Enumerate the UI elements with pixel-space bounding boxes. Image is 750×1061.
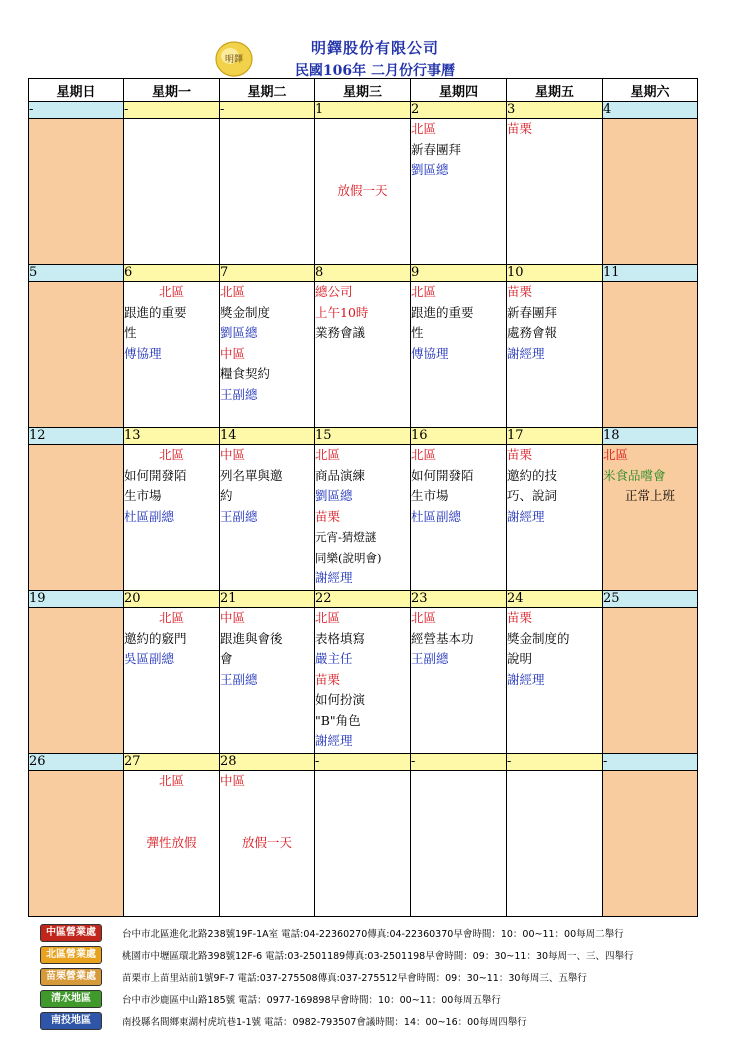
day-cell — [29, 119, 124, 265]
event-line: 北區 — [315, 610, 341, 625]
branch-badge: 清水地區 — [40, 990, 102, 1008]
branch-row — [40, 922, 740, 944]
event-line: 經營基本功 — [411, 630, 474, 646]
event-line: 邀約的技 — [507, 467, 558, 483]
event-line: 業務會議 — [315, 325, 366, 340]
date-number-row — [29, 102, 698, 119]
event-line: 北區 — [158, 610, 184, 625]
event-line: 同樂(說明會) — [315, 550, 382, 565]
event-line: 正常上班 — [624, 488, 675, 503]
event-line: 北區 — [411, 121, 437, 136]
event-line — [315, 160, 410, 181]
date-number: 8 — [315, 265, 411, 282]
date-number: - — [220, 102, 315, 119]
event-line: 巧、說詞 — [507, 488, 558, 503]
event-line: 獎金制度 — [220, 304, 271, 320]
company-name: 明鐸股份有限公司 — [310, 39, 439, 57]
events-row — [29, 771, 698, 917]
event-line: 王副總 — [411, 651, 449, 666]
event-line: 中區 — [220, 610, 246, 625]
event-line: 苗栗 — [315, 508, 341, 524]
day-cell — [603, 119, 698, 265]
day-cell — [220, 445, 315, 591]
event-line: 北區 — [158, 284, 184, 299]
weekday-wed: 星期三 — [315, 79, 411, 102]
date-number: 1 — [315, 102, 411, 119]
event-line: 總公司 — [315, 284, 353, 299]
event-line: 上午10時 — [315, 304, 369, 320]
date-number: 6 — [124, 265, 220, 282]
weekday-thu: 星期四 — [411, 79, 507, 102]
date-number: 4 — [603, 102, 698, 119]
event-line: 苗栗 — [507, 121, 533, 136]
date-number: 14 — [220, 428, 315, 445]
day-cell — [220, 771, 315, 917]
event-line: 苗栗 — [315, 671, 341, 687]
date-number: 21 — [220, 591, 315, 608]
date-number: 24 — [507, 591, 603, 608]
event-line: 中區 — [220, 773, 246, 788]
day-cell — [220, 119, 315, 265]
event-line: 彈性放假 — [146, 834, 197, 850]
date-number: - — [603, 754, 698, 771]
date-number: 11 — [603, 265, 698, 282]
date-number: 22 — [315, 591, 411, 608]
event-line: 杜區副總 — [411, 508, 462, 524]
event-line: 生市場 — [411, 488, 449, 503]
event-line: 杜區副總 — [124, 508, 175, 524]
weekday-fri: 星期五 — [507, 79, 603, 102]
event-line: 苗栗 — [507, 447, 533, 462]
weekday-sat: 星期六 — [603, 79, 698, 102]
event-line: 王副總 — [220, 386, 258, 402]
day-cell — [507, 119, 603, 265]
event-line: 獎金制度的 — [507, 630, 570, 646]
event-line: 約 — [220, 488, 233, 503]
branch-info: 桃園市中壢區環北路398號12F-6 電話:03-2501189傳真:03-2501198早會時間：09：30~11：30每周一、三、四舉行 — [122, 951, 634, 962]
day-cell — [411, 771, 507, 917]
day-cell — [220, 282, 315, 428]
day-cell — [603, 282, 698, 428]
events-row — [29, 282, 698, 428]
day-cell — [29, 282, 124, 428]
day-cell — [124, 771, 220, 917]
event-line: 謝經理 — [507, 345, 545, 361]
branch-badge: 南投地區 — [40, 1012, 102, 1030]
day-cell — [124, 282, 220, 428]
date-number: 18 — [603, 428, 698, 445]
day-cell — [315, 445, 411, 591]
date-number-row — [29, 265, 698, 282]
event-line: 新春團拜 — [507, 304, 558, 320]
event-line: 劉區總 — [220, 325, 258, 340]
branch-row — [40, 944, 740, 966]
date-number: 25 — [603, 591, 698, 608]
event-line: 生市場 — [124, 488, 162, 503]
date-number: 28 — [220, 754, 315, 771]
day-cell — [315, 771, 411, 917]
day-cell — [315, 608, 411, 754]
event-line: 跟進的重要 — [411, 304, 474, 320]
event-line: 元宵-猜燈謎 — [315, 530, 377, 544]
branch-badge: 北區營業處 — [40, 946, 102, 964]
event-line: 王副總 — [220, 671, 258, 687]
event-line: 北區 — [411, 610, 437, 625]
event-line: 跟進與會後 — [220, 630, 283, 646]
day-cell — [29, 771, 124, 917]
event-line: 跟進的重要 — [124, 304, 187, 320]
branch-row — [40, 966, 740, 988]
day-cell — [315, 119, 411, 265]
date-number: 20 — [124, 591, 220, 608]
branch-row — [40, 988, 740, 1010]
date-number: 27 — [124, 754, 220, 771]
date-number: 16 — [411, 428, 507, 445]
day-cell — [507, 771, 603, 917]
weekday-mon: 星期一 — [124, 79, 220, 102]
day-cell — [411, 445, 507, 591]
event-line — [220, 812, 314, 833]
event-line: 中區 — [220, 345, 246, 361]
event-line: 傅協理 — [411, 345, 449, 361]
event-line: 苗栗 — [507, 284, 533, 299]
date-number: 5 — [29, 265, 124, 282]
date-number: - — [124, 102, 220, 119]
date-number: - — [315, 754, 411, 771]
date-number: 9 — [411, 265, 507, 282]
branch-footer — [40, 922, 740, 1032]
branch-info: 苗栗市上苗里站前1號9F-7 電話:037-275508傳真:037-275512早會時間：09：30~11：30每周三、五舉行 — [122, 973, 587, 984]
event-line: 放假一天 — [241, 834, 292, 850]
day-cell — [220, 608, 315, 754]
events-row — [29, 119, 698, 265]
day-cell — [315, 282, 411, 428]
event-line: 如何開發陌 — [411, 467, 474, 483]
event-line — [315, 140, 410, 161]
event-line: 謝經理 — [315, 570, 353, 585]
event-line — [315, 119, 410, 140]
branch-info: 台中市沙鹿區中山路185號 電話：0977-169898早會時間：10：00~11：00每周五舉行 — [122, 995, 501, 1006]
branch-badge: 中區營業處 — [40, 924, 102, 942]
events-row — [29, 608, 698, 754]
logo-text: 明鐸 — [224, 55, 244, 65]
day-cell — [603, 771, 698, 917]
event-line: 謝經理 — [507, 671, 545, 687]
event-line: 吳區副總 — [124, 651, 175, 666]
events-row — [29, 445, 698, 591]
event-line: 嚴主任 — [315, 651, 353, 666]
date-number: 13 — [124, 428, 220, 445]
event-line: 北區 — [158, 447, 184, 462]
event-line: 劉區總 — [411, 162, 449, 177]
date-number: - — [507, 754, 603, 771]
event-line: 性 — [411, 325, 424, 340]
date-number: 3 — [507, 102, 603, 119]
event-line: 北區 — [315, 447, 341, 462]
event-line: 新春團拜 — [411, 141, 462, 157]
event-line: 北區 — [158, 773, 184, 788]
event-line: 王副總 — [220, 508, 258, 524]
event-line: 謝經理 — [507, 508, 545, 524]
event-line — [124, 812, 219, 833]
event-line — [124, 792, 219, 813]
date-number: 19 — [29, 591, 124, 608]
event-line: 如何扮演 — [315, 692, 366, 707]
event-line: 性 — [124, 325, 137, 340]
day-cell — [411, 282, 507, 428]
event-line: 米食品嚐會 — [603, 467, 666, 483]
date-number: 10 — [507, 265, 603, 282]
date-number-row — [29, 591, 698, 608]
branch-info: 台中市北區進化北路238號19F-1A室 電話:04-22360270傳真:04-22360370早會時間：10：00~11：00每周二舉行 — [122, 929, 624, 940]
event-line: 糧食契約 — [220, 366, 271, 381]
event-line: 北區 — [603, 447, 629, 462]
date-number: - — [29, 102, 124, 119]
date-number: - — [411, 754, 507, 771]
day-cell — [124, 608, 220, 754]
date-number: 26 — [29, 754, 124, 771]
day-cell — [124, 445, 220, 591]
event-line — [220, 792, 314, 813]
date-number: 7 — [220, 265, 315, 282]
event-line: 放假一天 — [337, 182, 388, 198]
weekday-tue: 星期二 — [220, 79, 315, 102]
day-cell — [507, 608, 603, 754]
event-line: 北區 — [411, 284, 437, 299]
day-cell — [29, 445, 124, 591]
day-cell — [29, 608, 124, 754]
event-line: 如何開發陌 — [124, 467, 187, 483]
date-number-row — [29, 428, 698, 445]
event-line: 說明 — [507, 651, 533, 666]
weekday-sun: 星期日 — [29, 79, 124, 102]
day-cell — [603, 445, 698, 591]
date-number: 12 — [29, 428, 124, 445]
event-line: 會 — [220, 651, 233, 666]
event-line: 傅協理 — [124, 345, 162, 361]
event-line: 謝經理 — [315, 733, 353, 748]
branch-row — [40, 1010, 740, 1032]
day-cell — [603, 608, 698, 754]
date-number-row — [29, 754, 698, 771]
calendar-table — [28, 78, 698, 917]
event-line: 邀約的竅門 — [124, 630, 187, 646]
event-line: 劉區總 — [315, 488, 353, 503]
branch-badge: 苗栗營業處 — [40, 968, 102, 986]
date-number: 23 — [411, 591, 507, 608]
day-cell — [507, 445, 603, 591]
event-line: 北區 — [411, 447, 437, 462]
date-number: 17 — [507, 428, 603, 445]
event-line: 列名單與邀 — [220, 467, 283, 483]
event-line: 北區 — [220, 284, 246, 299]
date-number: 2 — [411, 102, 507, 119]
event-line: "B"角色 — [315, 712, 361, 728]
day-cell — [124, 119, 220, 265]
day-cell — [411, 119, 507, 265]
event-line: 商品演練 — [315, 467, 366, 483]
event-line: 中區 — [220, 447, 246, 462]
calendar-subtitle: 民國106年 二月份行事曆 — [294, 63, 456, 79]
event-line: 表格填寫 — [315, 630, 366, 646]
event-line: 苗栗 — [507, 610, 533, 625]
day-cell — [411, 608, 507, 754]
weekday-header-row — [29, 79, 698, 102]
date-number: 15 — [315, 428, 411, 445]
day-cell — [507, 282, 603, 428]
event-line: 處務會報 — [507, 325, 558, 340]
branch-info: 南投縣名間鄉東湖村虎坑巷1-1號 電話：0982-793507會議時間：14：00~16：00每周四舉行 — [122, 1017, 527, 1028]
